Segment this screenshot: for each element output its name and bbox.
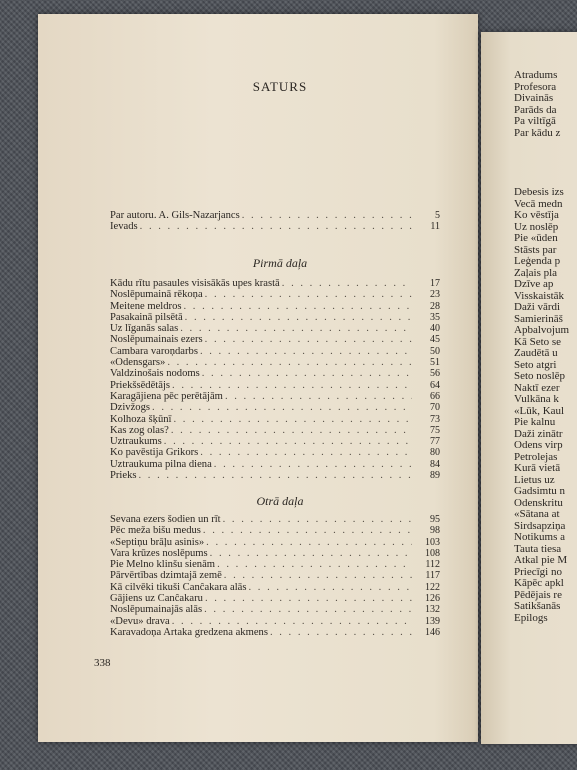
toc-entry	[110, 559, 440, 570]
toc-entry	[110, 525, 440, 536]
toc-entry	[110, 323, 440, 334]
right-page-line: Seto noslēp	[514, 370, 566, 382]
right-page-line: «Lūk, Kaul	[514, 404, 565, 417]
toc-leader-dots	[203, 289, 412, 300]
right-page-group2	[514, 187, 569, 624]
toc-leader-dots	[222, 570, 412, 581]
toc-entry-title: Pasakainā pilsētā	[110, 311, 183, 323]
toc-entry-title: Valdzinošais nodoms	[110, 368, 200, 380]
toc-leader-dots	[203, 334, 412, 345]
right-page-line: Vulkāna k	[514, 393, 559, 405]
toc-entry-page: 95	[430, 514, 440, 525]
right-page-line: Profesora	[514, 80, 557, 93]
right-page-line: Sirdsapziņa	[514, 519, 566, 532]
toc-entry	[110, 593, 440, 604]
toc-entry	[110, 459, 440, 470]
right-page-line: Daži vārdi	[514, 301, 561, 313]
toc-entry	[110, 357, 440, 368]
toc-entry-title: Noslēpumainā rēkoņa	[110, 289, 203, 301]
toc-entry-page: 103	[425, 536, 440, 548]
toc-leader-dots	[178, 323, 412, 334]
right-page-line: Kāpēc apkl	[514, 577, 564, 589]
toc-entry	[110, 289, 440, 300]
toc-entry-title: Kā cilvēki tikuši Canĉakara alās	[110, 581, 247, 593]
toc-entry-title: «Devu» drava	[110, 615, 170, 627]
toc-entry	[110, 548, 440, 559]
page-number: 338	[94, 657, 111, 669]
toc-entry	[110, 402, 440, 413]
toc-entry	[110, 391, 440, 402]
toc-leader-dots	[208, 548, 412, 559]
toc-entry-page: 11	[430, 221, 440, 233]
right-page-line: Dzīve ap	[514, 278, 554, 290]
toc-leader-dots	[280, 278, 412, 289]
toc-leader-dots	[221, 514, 412, 525]
right-page-line: Pie kalnu	[514, 416, 556, 428]
right-page-line: Zaudētā u	[514, 347, 558, 359]
toc-leader-dots	[200, 368, 412, 379]
right-page-line: Debesis izs	[514, 186, 564, 198]
toc-leader-dots	[201, 525, 412, 536]
toc-leader-dots	[203, 593, 412, 604]
toc-entry	[110, 514, 440, 525]
toc-entry	[110, 312, 440, 323]
toc-leader-dots	[165, 357, 412, 368]
toc-entry-page: 64	[430, 379, 440, 391]
right-page-line: Samierināš	[514, 312, 563, 325]
toc-entry-page: 66	[430, 390, 440, 402]
toc-entry	[110, 470, 440, 481]
right-page-line: Petrolejas	[514, 450, 558, 463]
right-page-line: Atkal pie M	[514, 554, 568, 566]
toc-entry-title: Gājiens uz Canĉakaru	[110, 593, 203, 605]
toc-leader-dots	[169, 425, 412, 436]
toc-entry-page: 139	[425, 615, 440, 627]
right-page-line: Kā Seto se	[514, 335, 562, 348]
toc-entry-page: 117	[425, 570, 440, 582]
toc-entry-page: 146	[425, 626, 440, 638]
toc-entry-title: Karagājiena pēc perētājām	[110, 390, 223, 402]
toc-entry-page: 108	[425, 547, 440, 559]
toc-entry-title: Priekšsēdētājs	[110, 379, 171, 391]
section-heading-part2: Otrā daļa	[256, 494, 304, 508]
toc-entry	[110, 425, 440, 436]
right-page-line: Lietus uz	[514, 473, 555, 486]
toc-leader-dots	[198, 346, 412, 357]
right-page-line: Seto atgri	[514, 358, 557, 371]
right-page-line: Kurā vietā	[514, 462, 561, 474]
toc-entry-page: 35	[430, 311, 440, 323]
toc-entry	[110, 414, 440, 425]
toc-entry-page: 23	[430, 289, 440, 301]
toc-entry-title: Kas zog olas?	[110, 424, 169, 436]
toc-entry	[110, 436, 440, 447]
toc-entry-title: Uztraukums	[110, 436, 162, 448]
right-page-line: Visskaistāk	[514, 289, 565, 302]
right-page-line: Par kādu z	[514, 126, 561, 139]
toc-entry-page: 56	[430, 368, 440, 380]
toc-entry-title: Noslēpumainais ezers	[110, 334, 203, 346]
toc-leader-dots	[138, 221, 412, 232]
toc-part1	[110, 278, 440, 481]
toc-leader-dots	[172, 414, 413, 425]
toc-entry	[110, 210, 440, 221]
right-page-line: Odenskritu	[514, 496, 563, 509]
toc-entry-page: 5	[435, 210, 440, 221]
toc-entry-title: Dzivžogs	[110, 402, 151, 414]
toc-leader-dots	[212, 459, 412, 470]
toc-entry	[110, 447, 440, 458]
toc-entry-page: 77	[430, 436, 440, 448]
toc-entry-title: Vara krūzes noslēpums	[110, 547, 208, 559]
toc-entry-title: Uztraukuma pilna diena	[110, 458, 212, 470]
right-page-line: Vecā medn	[514, 197, 563, 210]
toc-entry-page: 84	[430, 458, 440, 470]
toc-entry-title: Pie Melno klinšu sienām	[110, 559, 216, 571]
toc-entry-title: «Odensgars»	[110, 357, 166, 369]
toc-leader-dots	[247, 582, 413, 593]
toc-entry	[110, 346, 440, 357]
toc-entry	[110, 582, 440, 593]
toc-leader-dots	[136, 470, 412, 481]
toc-entry-title: Pārvērtības dzimtajā zemē	[110, 570, 222, 582]
toc-entry-page: 40	[430, 323, 440, 335]
page-title: SATURS	[252, 79, 308, 94]
toc-leader-dots	[183, 312, 412, 323]
toc-entry-title: Meitene meldros	[110, 300, 182, 312]
toc-entry-page: 89	[430, 470, 440, 482]
right-page-line: Leģenda p	[514, 255, 561, 267]
toc-entry-page: 112	[425, 559, 440, 571]
toc-entry	[110, 278, 440, 289]
toc-leader-dots	[198, 447, 412, 458]
toc-entry-title: Noslēpumainajās alās	[110, 604, 203, 616]
toc-entry-page: 75	[430, 424, 440, 436]
section-heading-part1: Pirmā daļa	[252, 256, 308, 270]
toc-leader-dots	[204, 537, 412, 548]
toc-entry	[110, 221, 440, 232]
toc-entry-page: 80	[430, 447, 440, 459]
right-page-line: Notikums a	[514, 531, 566, 543]
right-page-line: Parāds da	[514, 103, 557, 116]
right-page-line: Pa viltīgā	[514, 115, 556, 127]
toc-entry-page: 51	[430, 357, 440, 369]
right-page-line: Daži zinātr	[514, 427, 563, 440]
toc-leader-dots	[150, 402, 412, 413]
right-page-line: Gadsimtu n	[514, 485, 566, 497]
right-page-line: Pie «ūden	[514, 232, 558, 244]
toc-entry-title: Pēc meža bišu medus	[110, 525, 201, 537]
toc-entry-page: 98	[430, 525, 440, 537]
toc-entry-title: Par autoru. A. Gils-Nazarjancs	[110, 210, 240, 221]
right-page-line: Stāsts par	[514, 243, 557, 256]
toc-entry-title: Kolhoza šķūnī	[110, 413, 172, 425]
right-page-line: Zaļais pla	[514, 266, 558, 279]
right-page-line: Naktī ezer	[514, 381, 560, 394]
toc-entry-title: Kādu rītu pasaules visisākās upes krastā	[110, 278, 280, 289]
toc-leader-dots	[170, 380, 412, 391]
toc-entry-page: 126	[425, 593, 440, 605]
toc-entry	[110, 604, 440, 615]
toc-entry-page: 122	[425, 581, 440, 593]
toc-entry-title: «Septiņu brāļu asinis»	[110, 536, 205, 548]
toc-entry-title: Uz līganās salas	[110, 323, 179, 335]
toc-leader-dots	[170, 616, 412, 627]
toc-entry-title: Cambara varoņdarbs	[110, 345, 198, 357]
right-page-line: «Sātana at	[514, 508, 560, 520]
right-page-line: Epilogs	[514, 611, 548, 624]
right-page-line: Divainās	[514, 92, 554, 104]
right-page-line: Ko vēstīja	[514, 209, 559, 221]
toc-entry	[110, 301, 440, 312]
toc-leader-dots	[223, 391, 412, 402]
right-page-line: Atradums	[514, 69, 558, 81]
toc-intro	[110, 210, 440, 233]
toc-entry-title: Ievads	[110, 221, 138, 233]
toc-entry-page: 73	[430, 413, 440, 425]
toc-entry	[110, 368, 440, 379]
right-page-line: Satikšanās	[514, 600, 561, 612]
right-page-group1	[514, 70, 560, 139]
right-page-line: Tauta tiesa	[514, 542, 562, 555]
toc-entry-title: Sevana ezers šodien un rīt	[110, 514, 221, 525]
toc-entry-page: 50	[430, 345, 440, 357]
toc-entry-title: Ko pavēstija Grikors	[110, 447, 199, 459]
toc-entry-page: 70	[430, 402, 440, 414]
toc-entry	[110, 380, 440, 391]
toc-entry	[110, 537, 440, 548]
toc-leader-dots	[182, 301, 413, 312]
toc-leader-dots	[240, 210, 412, 221]
toc-leader-dots	[215, 559, 412, 570]
toc-leader-dots	[202, 604, 412, 615]
toc-leader-dots	[268, 627, 412, 638]
right-page-line: Odens virp	[514, 439, 563, 451]
toc-entry-page: 45	[430, 334, 440, 346]
toc-entry	[110, 616, 440, 627]
right-page-line: Uz noslēp	[514, 220, 559, 233]
toc-part2	[110, 514, 440, 638]
toc-entry	[110, 627, 440, 638]
toc-entry	[110, 570, 440, 581]
right-page-line: Apbalvojum	[514, 324, 569, 336]
toc-leader-dots	[162, 436, 412, 447]
toc-entry-title: Prieks	[110, 470, 137, 482]
toc-entry-page: 132	[425, 604, 440, 616]
toc-entry-title: Karavadoņa Artaka gredzena akmens	[110, 626, 268, 638]
toc-entry	[110, 334, 440, 345]
toc-entry-page: 28	[430, 300, 440, 312]
toc-entry-page: 17	[430, 278, 440, 289]
right-page-line: Priecīgi no	[514, 565, 562, 578]
right-page-line: Pēdējais re	[514, 588, 562, 601]
